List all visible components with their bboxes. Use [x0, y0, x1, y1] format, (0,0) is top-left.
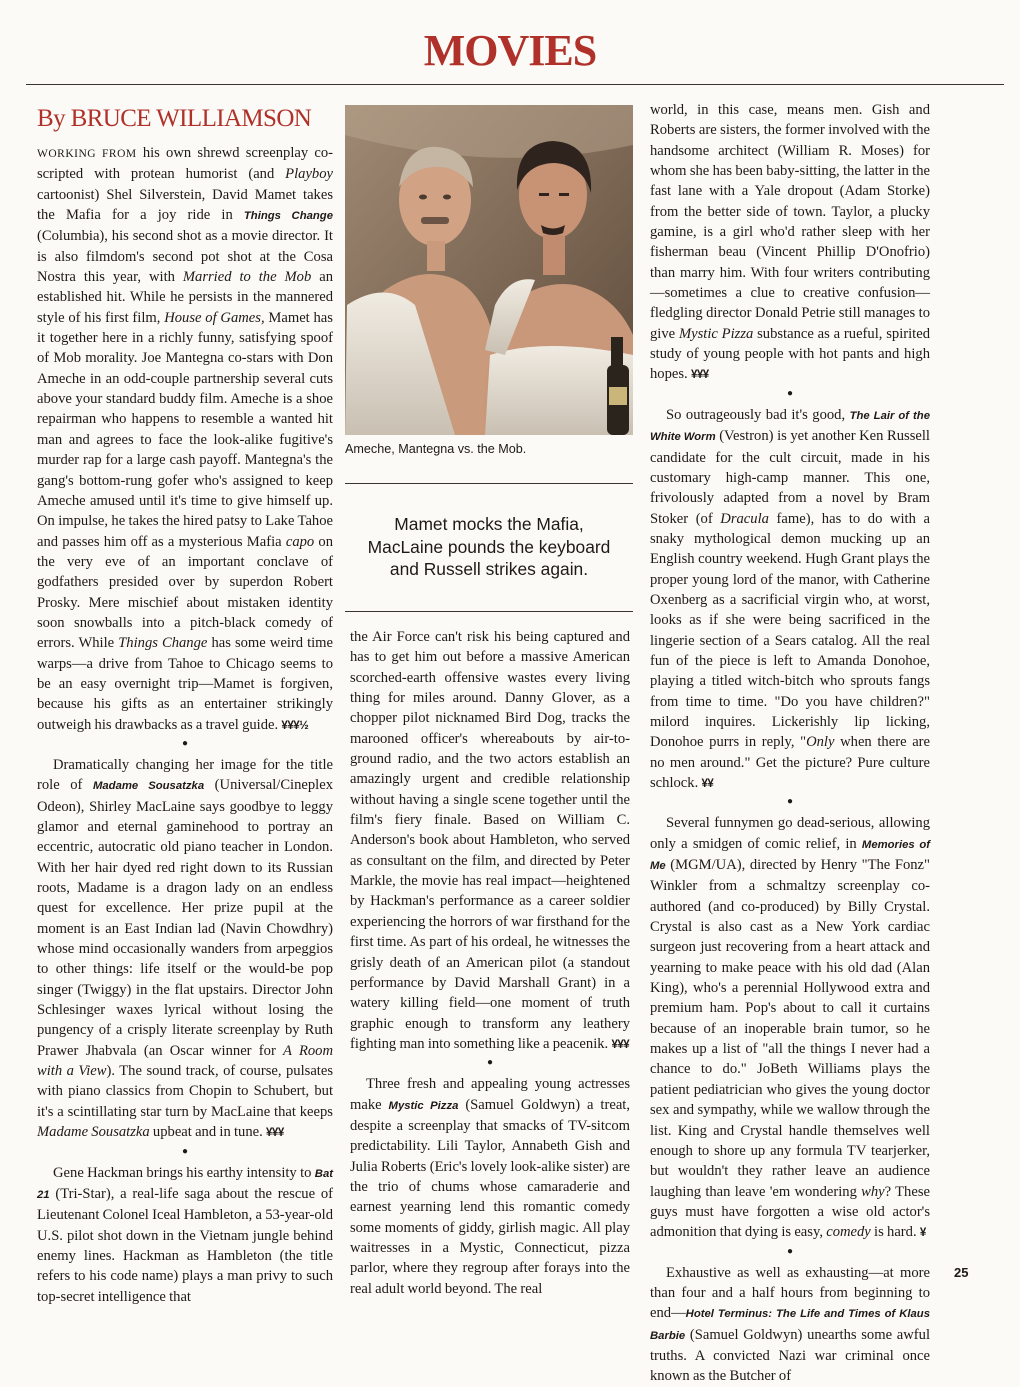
italic-text: Things Change [118, 635, 208, 652]
italic-text: comedy [826, 1224, 871, 1241]
text: when there are no men around." Get the picture? Pure culture schlock. [650, 734, 931, 791]
text: an established hit. While he persists in the mannered style of his first film, [37, 269, 333, 326]
text: (Samuel Goldwyn) unearths some awful truths. A convicted Nazi war criminal once known as the Butcher of [650, 1326, 930, 1385]
pull-quote [345, 513, 633, 581]
text: (Columbia), his second shot as a movie director. It is also filmdom's second pot shot at the Cosa Nostra this year, with [37, 228, 333, 286]
italic-text: Married to the Mob [182, 269, 312, 286]
lead-in: WORKING FROM [37, 148, 137, 160]
review-hotel-terminus [650, 1263, 930, 1387]
section-title: MOVIES [423, 26, 597, 75]
italic-text: Mystic Pizza [678, 325, 754, 342]
text: has some weird time warps—a drive from Tahoe to Chicago seems to be an easy overnight trip—Mamet is forgiven, because his gifts as an entertainer strikingly outweigh his drawbacks as a travel guide. [37, 635, 334, 733]
text: (MGM/UA), directed by Henry "The Fonz" Winkler from a schmaltzy screenplay co-authored (and co-produced) by Billy Crystal. Crystal is also cast as a New York cardiac surgeon just recovering from a heart attack and yearning to make peace with his old dad (Alan King), who's a perennial Hollywood extra and premium ham. Pop's about to call it curtains because of an inoperable brain tumor, so he makes up a list of "all the things I never had a chance to do." JoBeth Williams plays the patient pediatrician who gives the young doctor sex and sympathy, while we wallow through the list. King and Crystal handle themselves well enough to shore up any formula TV tearjerker, but wouldn't they rather leave an audience laughing than leave 'em wondering [650, 857, 930, 1200]
section-dot: ● [486, 1057, 494, 1069]
italic-text: Dracula [720, 510, 769, 527]
photo-illustration [345, 105, 633, 435]
text: Several funnymen go dead-serious, allowing only a smidgen of comic relief, in [650, 815, 930, 852]
text: (Universal/Cineplex Odeon), Shirley MacLaine says goodbye to leggy glamor and eternal gaminehood to portray an eccentric, autocratic old piano teacher in London. With her hair dyed red right down to its Russian roots, Madame is a dragon lady on an endless quest for excellence. Her prize pupil at the moment is an East Indian lad (Navin Chowdhry) whose mind occasionally wanders from arpeggios to other things: life itself or the would-be pop singer (Twiggy) in the flat upstairs. Director John Schlesinger waxes lyrical without losing the pungency of a crisply literate screenplay by Ruth Prawer Jhabvala (an Oscar winner for [37, 777, 334, 1059]
rating: ¥ [919, 1227, 926, 1240]
italic-text: Only [806, 734, 835, 751]
text: substance as a rueful, spirited study of young people with hot pants and high hopes. [650, 325, 931, 383]
text: Exhaustive as well as exhausting—at more than four and a half hours from beginning to end— [650, 1264, 930, 1322]
section-dot: ● [786, 1245, 794, 1257]
section-dot: ● [786, 796, 794, 808]
column-1 [37, 143, 333, 1307]
pull-quote-line: and Russell strikes again. [389, 559, 589, 579]
film-title: Mystic Pizza [388, 1099, 459, 1112]
pull-quote-line: MacLaine pounds the keyboard [367, 536, 611, 557]
text: his own shrewd screenplay co-scripted with protean humorist (and [37, 145, 333, 183]
rating: ¥¥¥ [690, 369, 709, 382]
section-dot: ● [786, 387, 794, 399]
text: cartoonist) Shel Silverstein, David Mamet takes the Mafia for a joy ride in [37, 186, 333, 224]
film-title: Things Change [243, 210, 333, 223]
header-rule [26, 84, 1004, 85]
text: (Samuel Goldwyn) a treat, despite a screenplay that smacks of TV-sitcom predictability. Lili Taylor, Annabeth Gish and Julia Roberts (Eric's lovely look-alike sister) are the trio of chums whose camaraderie and earnest yearning lend this romantic comedy some moments of giddy, girlish magic. All play waitresses in a Mystic, Connecticut, pizza parlor, where they regroup after forays into the real adult world beyond. The real [350, 1096, 630, 1297]
italic-text: capo [285, 533, 315, 550]
text: upbeat and in tune. [149, 1124, 267, 1141]
text: ). The sound track, of course, pulsates with piano classics from Chopin to Schubert, but it's a scintillating star turn by MacLaine that keeps [37, 1063, 334, 1120]
text: (Vestron) is yet another Ken Russell candidate for the cult circuit, made in his customary high-camp manner. This one, frivolously adapted from a novel by Bram Stoker (of [650, 428, 930, 527]
byline: By BRUCE WILLIAMSON [37, 105, 312, 132]
text: Dramatically changing her image for the title role of [37, 756, 333, 794]
film-title: Memories of Me [650, 838, 931, 873]
italic-text: House of Games, [164, 309, 265, 326]
review-memories-of-me [650, 813, 930, 1243]
movie-still-photo [345, 105, 633, 435]
text: (Tri-Star), a real-life saga about the rescue of Lieutenant Colonel Iceal Hambleton, a 53-year-old U.S. pilot shot down in the Vietnam jungle behind enemy lines. Hackman as Hambleton (the title refers to his code name) plays a man privy to such top-secret intelligence that [37, 1185, 333, 1305]
review-bat21 [37, 1163, 333, 1307]
column-3 [650, 100, 930, 1387]
italic-text: A Room with a View [37, 1042, 333, 1080]
photo-caption: Ameche, Mantegna vs. the Mob. [345, 442, 527, 456]
film-title: Madame Sousatzka [92, 780, 205, 793]
text: the Air Force can't risk his being captured and has to get him out before a massive American scorched-earth offensive wastes every living thing for miles around. Danny Glover, as a chopper pilot nicknamed Bird Dog, tracks the marooned officer's whereabouts by air-to-ground radio, and the two actors establish an amazingly urgent and credible relationship without having a single scene together until the film's fiery finale. Based on William C. Anderson's book about Hambleton, who served as consultant on the film, and directed by Peter Markle, the movie has real impact—heightened by Hackman's performance as a career soldier experiencing the horrors of war firsthand for the first time. As part of his ordeal, he witnesses the grisly death of an American pilot (a standout performance by David Marshall Grant) in a watery killing field—one moment of truth graphic enough to transform any leathery fighting man into something like a peacenik. [350, 629, 630, 1052]
text: Mamet has it together here in a richly funny, satisfying spoof of Mob morality. Joe Mantegna co-stars with Don Ameche in an odd-couple partnership several cuts above your standard buddy film. Ameche is a shoe repairman who happens to resemble a wanted hit man and agrees to face the look-alike fugitive's murder rap for a large cash payoff. Mantegna's the gang's bottom-rung gofer who's assigned to keep Ameche amused until it's time to give himself up. On impulse, he takes the hired patsy to Lake Tahoe and passes him off as a mysterious Mafia [37, 309, 333, 550]
pullquote-rule-top [345, 483, 633, 484]
text: fame), has to do with a snaky mythological demon mucking up an English country weekend. Hugh Grant plays the proper young lord of the manor, with Catherine Oxenberg as a sacrificial virgin who, at worst, looks as if she were being sacrificed in the lingerie section of a Sears catalog. All the real fun of the piece is left to Amanda Donohoe, playing a titled witch-bitch who sprouts fangs from time to time. "Do you have children?" milord inquires. Lickerishly lip licking, Donohoe purrs in reply, " [650, 510, 930, 751]
rating: ¥¥¥ [266, 1127, 284, 1140]
column-2 [350, 627, 630, 1299]
pull-quote-line: Mamet mocks the Mafia, [394, 514, 584, 534]
italic-text: Madame Sousatzka [37, 1124, 150, 1141]
text: ? These guys must have forgotten a wise old actor's admonition that dying is easy, [650, 1183, 930, 1241]
review-madame-sousatzka [37, 755, 333, 1144]
text: world, in this case, means men. Gish and Roberts are sisters, the former involved with the handsome architect (William R. Moses) for whom she has been baby-sitting, the latter in the fast lane with a Yale dropout (Adam Storke) from the better side of town. Taylor, a plucky gamine, is a girl who'd rather sleep with her fisherman beau (Vincent Phillip D'Onofrio) than marry him. With four writers contributing—sometimes a clue to creative confusion—fledgling director Donald Petrie still manages to give [650, 102, 930, 342]
page-number: 25 [954, 1265, 969, 1280]
rating: ¥¥¥½ [281, 719, 309, 732]
italic-text: Playboy [285, 166, 333, 183]
pullquote-rule-bottom [345, 611, 633, 612]
text: So outrageously bad it's good, [666, 406, 850, 423]
review-bat21-continued [350, 627, 630, 1055]
review-things-change [37, 143, 333, 736]
text: on the very eve of an important conclave of godfathers presided over by superdon Robert Prosky. Mere mischief about mistaken identity soon snowballs into a pitch-black comedy of errors. While [37, 533, 333, 652]
rating: ¥¥ [701, 778, 714, 790]
film-title: Bat 21 [37, 1167, 333, 1201]
italic-text: why [861, 1183, 885, 1200]
text: is hard. [870, 1224, 920, 1241]
review-mystic-pizza [350, 1074, 630, 1299]
review-white-worm [650, 405, 930, 795]
rating: ¥¥¥ [611, 1038, 630, 1051]
text: Three fresh and appealing young actresses make [350, 1076, 630, 1113]
text: Gene Hackman brings his earthy intensity to [53, 1164, 315, 1181]
review-mystic-pizza-continued [650, 100, 930, 386]
section-dot: ● [181, 1145, 189, 1157]
film-title: The Lair of the White Worm [650, 409, 930, 444]
section-dot: ● [181, 737, 189, 749]
film-title: Hotel Terminus: The Life and Times of Klaus Barbie [650, 1308, 930, 1342]
